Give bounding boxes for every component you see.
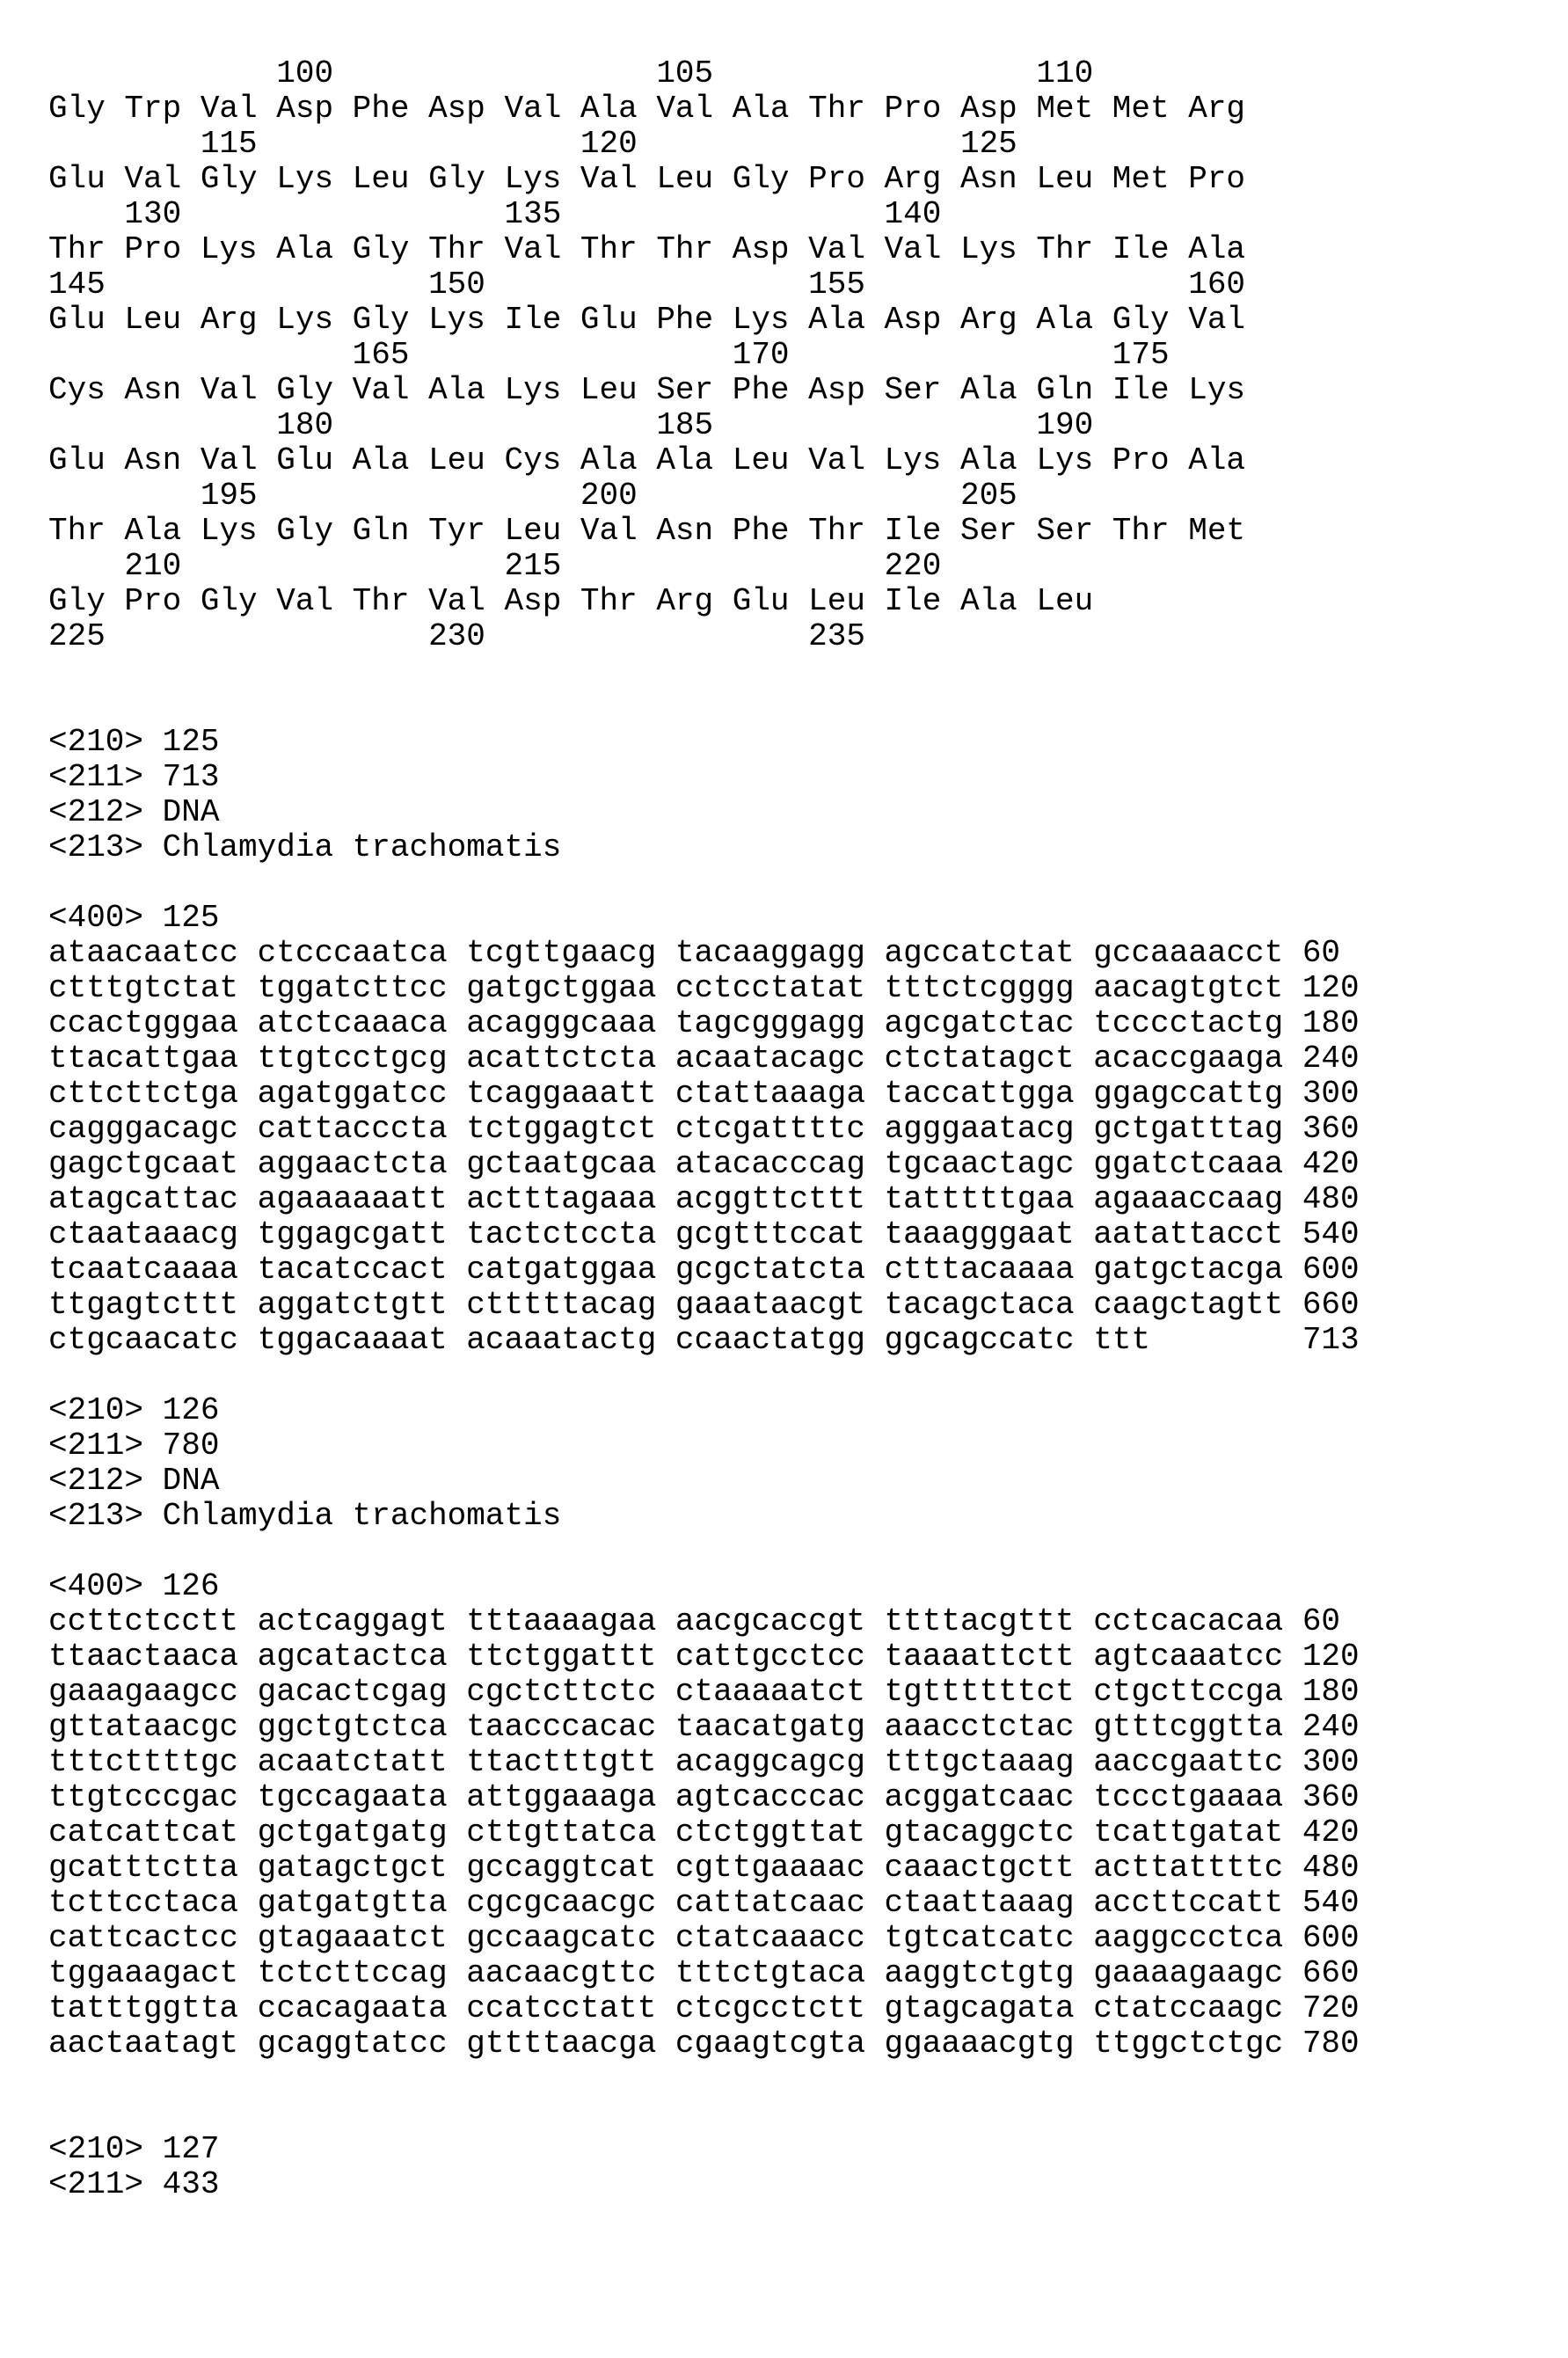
seq-126-organism-tag: <213> Chlamydia trachomatis (48, 1498, 562, 1534)
seq-125-organism-tag: <213> Chlamydia trachomatis (48, 829, 562, 865)
sequence-127-metadata (48, 2132, 1568, 2202)
sequence-125-metadata (48, 725, 1568, 865)
seq-126-dna-sequence: ccttctcctt actcaggagt tttaaaagaa aacgcaccgt ttttacgttt cctcacacaa 60 ttaactaaca agcatactca ttctggattt cattgcctcc taaaattctt agtcaaatcc 120 gaaagaagcc gacactcgag cgctcttctc ctaaaaatct tgttttttct ctgcttccga 180 gttataacgc ggctgtctca taacccacac taacatgatg aaacctctac gtttcggtta 240 tttcttttgc acaatctatt ttactttgtt acaggcagcg tttgctaaag aaccgaattc 300 ttgtcccgac tgccagaata attggaaaga agtcacccac acggatcaac tccctgaaaa 360 catcattcat gctgatgatg cttgttatca ctctggttat gtacaggctc tcattgatat 420 gcatttctta gatagctgct gccaggtcat cgttgaaaac caaactgctt acttattttc 480 tcttcctaca gatgatgtta cgcgcaacgc cattatcaac ctaattaaag accttccatt 540 cattcactcc gtagaaatct gccaagcatc ctatcaaacc tgtcatcatc aaggccctca 600 tggaaagact tctcttccag aacaacgttc tttctgtaca aaggtctgtg gaaaagaagc 660 tatttggtta ccacagaata ccatcctatt ctcgcctctt gtagcagata ctatccaagc 720 aactaatagt gcaggtatcc gttttaacga cgaagtcgta ggaaaacgtg ttggctctgc 780 (48, 1603, 1360, 2062)
seq-126-length-tag: <211> 780 (48, 1427, 220, 1464)
seq-126-sequence-label: <400> 126 (48, 1568, 220, 1604)
seq-125-id-tag: <210> 125 (48, 724, 220, 760)
sequence-126-metadata (48, 1393, 1568, 1534)
seq-125-dna-sequence: ataacaatcc ctcccaatca tcgttgaacg tacaaggagg agccatctat gccaaaacct 60 ctttgtctat tggatcttcc gatgctggaa cctcctatat tttctcgggg aacagtgtct 120 ccactgggaa atctcaaaca acagggcaaa tagcgggagg agcgatctac tcccctactg 180 ttacattgaa ttgtcctgcg acattctcta acaatacagc ctctatagct acaccgaaga 240 cttcttctga agatggatcc tcaggaaatt ctattaaaga taccattgga ggagccattg 300 cagggacagc cattacccta tctggagtct ctcgattttc agggaatacg gctgatttag 360 gagctgcaat aggaactcta gctaatgcaa atacacccag tgcaactagc ggatctcaaa 420 atagcattac agaaaaaatt actttagaaa acggttcttt tatttttgaa agaaaccaag 480 ctaataaacg tggagcgatt tactctccta gcgtttccat taaagggaat aatattacct 540 tcaatcaaaa tacatccact catgatggaa gcgctatcta ctttacaaaa gatgctacga 600 ttgagtcttt aggatctgtt ctttttacag gaaataacgt tacagctaca caagctagtt 660 ctgcaacatc tggacaaaat acaaatactg ccaactatgg ggcagccatc ttt 713 (48, 935, 1360, 1358)
seq-127-length-tag: <211> 433 (48, 2166, 220, 2202)
seq-125-type-tag: <212> DNA (48, 794, 220, 830)
seq-125-length-tag: <211> 713 (48, 759, 220, 795)
seq-125-sequence-label: <400> 125 (48, 900, 220, 936)
amino-acid-sequence-block: 100 105 110 Gly Trp Val Asp Phe Asp Val Ala Val Ala Thr Pro Asp Met Met Arg 115 120 125 Glu Val Gly Lys Leu Gly Lys Val Leu Gly Pro Arg Asn Leu Met Pro 130 135 140 Thr Pro Lys Ala Gly Thr Val Thr Thr Asp Val Val Lys Thr Ile Ala 145 150 155 160 Glu Leu Arg Lys Gly Lys Ile Glu Phe Lys Ala Asp Arg Ala Gly Val 165 170 175 Cys Asn Val Gly Val Ala Lys Leu Ser Phe Asp Ser Ala Gln Ile Lys 180 185 190 Glu Asn Val Glu Ala Leu Cys Ala Ala Leu Val Lys Ala Lys Pro Ala 195 200 205 Thr Ala Lys Gly Gln Tyr Leu Val Asn Phe Thr Ile Ser Ser Thr Met 210 215 220 Gly Pro Gly Val Thr Val Asp Thr Arg Glu Leu Ile Ala Leu 225 230 235 (48, 55, 1246, 654)
seq-126-type-tag: <212> DNA (48, 1463, 220, 1499)
seq-127-id-tag: <210> 127 (48, 2131, 220, 2167)
seq-126-id-tag: <210> 126 (48, 1392, 220, 1428)
